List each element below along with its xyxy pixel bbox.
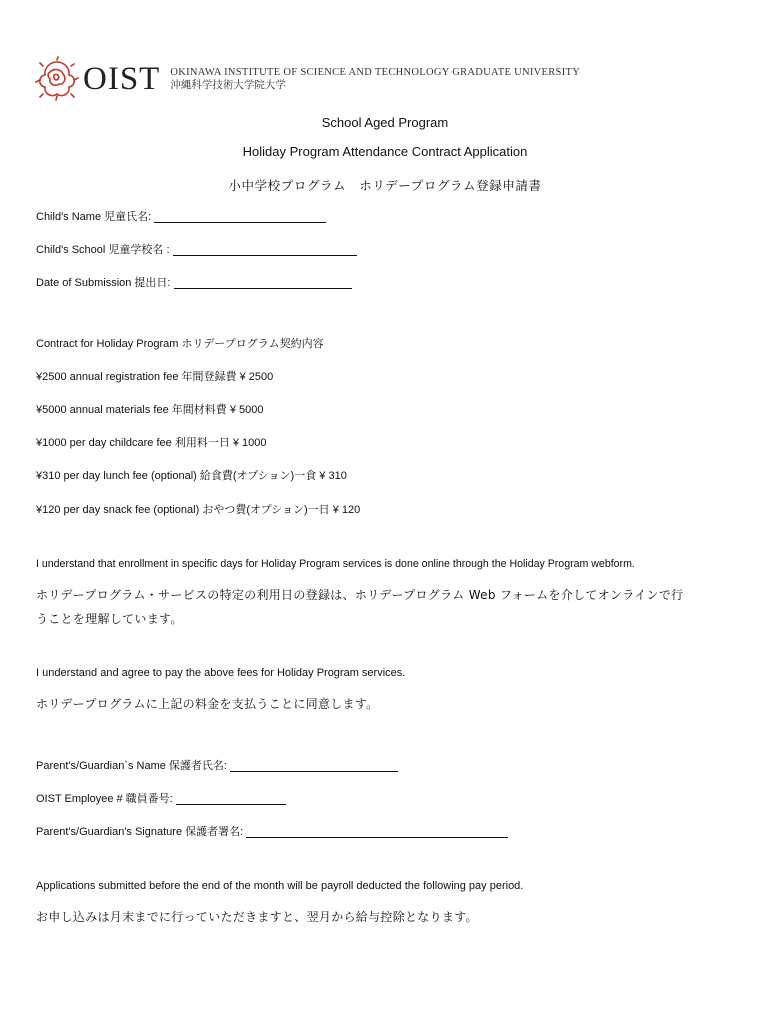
payroll-note-en: Applications submitted before the end of the month will be payroll deducted the following pay period. [36, 880, 524, 892]
institution-name-en: OKINAWA INSTITUTE OF SCIENCE AND TECHNOLOGY GRADUATE UNIVERSITY [170, 67, 581, 78]
child-name-label: Child's Name 児童氏名: [36, 211, 152, 223]
child-school-label: Child's School 児童学校名 : [36, 244, 170, 256]
employee-number-label: OIST Employee # 職員番号: [36, 793, 173, 805]
child-school-blank[interactable] [173, 243, 357, 256]
enrollment-statement-ja-2: うことを理解しています。 [36, 612, 183, 626]
logo-institution-name [170, 66, 580, 92]
fee-snack: ¥120 per day snack fee (optional) おやつ費(オプション)一日 ¥ 120 [36, 504, 361, 516]
agree-statement-en: I understand and agree to pay the above fees for Holiday Program services. [36, 667, 406, 679]
logo-wordmark: OIST [83, 60, 161, 97]
guardian-signature-label: Parent's/Guardian's Signature 保護者署名: [36, 826, 244, 838]
guardian-name-row [36, 757, 398, 773]
guardian-name-blank[interactable] [230, 759, 398, 772]
guardian-signature-blank[interactable] [246, 825, 508, 838]
oist-logo [34, 56, 580, 102]
fee-childcare: ¥1000 per day childcare fee 利用料一日 ¥ 1000 [36, 437, 267, 449]
program-title: School Aged Program [321, 115, 449, 130]
employee-number-blank[interactable] [176, 792, 286, 805]
enrollment-statement-en: I understand that enrollment in specific days for Holiday Program services is done online through the Holiday Program webform. [36, 558, 635, 570]
fee-materials: ¥5000 annual materials fee 年間材料費 ¥ 5000 [36, 404, 264, 416]
child-name-blank[interactable] [154, 210, 326, 223]
submission-date-blank[interactable] [174, 276, 352, 289]
child-name-row [36, 208, 326, 224]
submission-date-label: Date of Submission 提出日: [36, 277, 171, 289]
institution-name-ja: 沖縄科学技術大学院大学 [170, 79, 286, 91]
agree-statement-ja: ホリデープログラムに上記の料金を支払うことに同意します。 [36, 697, 379, 711]
enrollment-statement-ja-1: ホリデープログラム・サービスの特定の利用日の登録は、ホリデープログラム Web フォームを介してオンラインで行 [36, 588, 684, 602]
application-title: Holiday Program Attendance Contract Application [242, 144, 528, 159]
application-title-ja: 小中学校プログラム ホリデープログラム登録申請書 [228, 178, 542, 193]
fee-registration: ¥2500 annual registration fee 年間登録費 ¥ 2500 [36, 371, 274, 383]
child-school-row [36, 241, 357, 257]
guardian-name-label: Parent's/Guardian`s Name 保護者氏名: [36, 760, 227, 772]
contract-heading: Contract for Holiday Program ホリデープログラム契約内容 [36, 338, 324, 350]
fee-lunch: ¥310 per day lunch fee (optional) 給食費(オプション)一食 ¥ 310 [36, 470, 347, 482]
oist-emblem-icon [34, 56, 80, 102]
submission-date-row [36, 274, 352, 290]
employee-number-row [36, 790, 286, 806]
guardian-signature-row [36, 823, 508, 839]
payroll-note-ja: お申し込みは月末までに行っていただきますと、翌月から給与控除となります。 [36, 910, 478, 924]
